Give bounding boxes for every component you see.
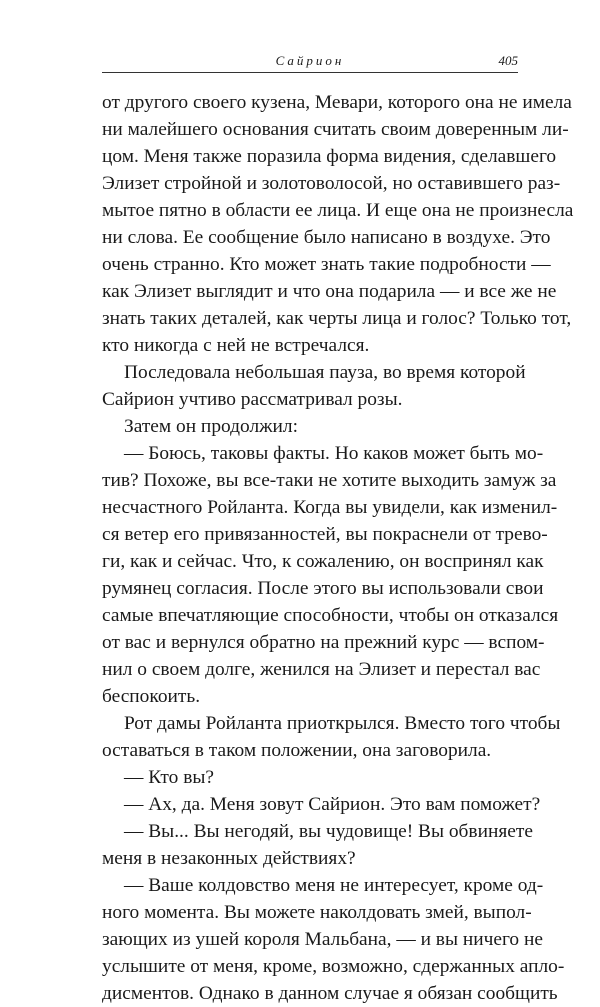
- text-line: самые впечатляющие способности, чтобы он отказался: [102, 605, 559, 626]
- text-line: ного момента. Вы можете наколдовать змей, выпол-: [102, 902, 532, 923]
- running-title: Сайрион: [275, 53, 345, 68]
- text-line: Сайрион учтиво рассматривал розы.: [102, 389, 403, 410]
- text-line: нил о своем долге, женился на Элизет и перестал вас: [102, 659, 541, 680]
- text-line: меня в незаконных действиях?: [102, 848, 356, 869]
- paragraph: [102, 764, 518, 791]
- text-line: цом. Меня также поразила форма видения, сделавшего: [102, 146, 557, 167]
- text-line: Рот дамы Ройланта приоткрылся. Вместо того чтобы: [124, 713, 561, 734]
- text-line: от другого своего кузена, Мевари, которого она не имела: [102, 92, 572, 113]
- text-line: Затем он продолжил:: [124, 416, 298, 437]
- text-line: — Ваше колдовство меня не интересует, кроме од-: [124, 875, 544, 896]
- text-line: зающих из ушей короля Мальбана, — и вы ничего не: [102, 929, 543, 950]
- body-text: [102, 89, 574, 1007]
- text-line: знать таких деталей, как черты лица и голос? Только тот,: [102, 308, 572, 329]
- paragraph: [102, 413, 518, 440]
- text-line: ни малейшего основания считать своим доверенным ли-: [102, 119, 569, 140]
- text-line: очень странно. Кто может знать такие подробности —: [102, 254, 551, 275]
- text-line: ги, как и сейчас. Что, к сожалению, он воспринял как: [102, 551, 544, 572]
- paragraph: [102, 440, 559, 710]
- text-line: кто никогда с ней не встречался.: [102, 335, 370, 356]
- running-head: [102, 50, 518, 73]
- text-line: как Элизет выглядит и что она подарила — и все же не: [102, 281, 557, 302]
- paragraph: [102, 89, 574, 359]
- paragraph: [102, 710, 561, 764]
- text-line: оставаться в таком положении, она заговорила.: [102, 740, 492, 761]
- text-line: Элизет стройной и золотоволосой, но оставившего раз-: [102, 173, 561, 194]
- text-line: Последовала небольшая пауза, во время которой: [124, 362, 526, 383]
- text-line: мытое пятно в области ее лица. И еще она не произнесла: [102, 200, 574, 221]
- text-line: услышите от меня, кроме, возможно, сдержанных апло-: [102, 956, 565, 977]
- text-line: ся ветер его привязанностей, вы покраснели от трево-: [102, 524, 548, 545]
- paragraph: [102, 818, 533, 872]
- text-line: ни слова. Ее сообщение было написано в воздухе. Это: [102, 227, 551, 248]
- text-line: тив? Похоже, вы все-таки не хотите выходить замуж за: [102, 470, 557, 491]
- text-line: — Кто вы?: [124, 767, 214, 788]
- text-line: — Вы... Вы негодяй, вы чудовище! Вы обвиняете: [124, 821, 533, 842]
- text-line: румянец согласия. После этого вы использовали свои: [102, 578, 544, 599]
- text-line: беспокоить.: [102, 686, 201, 707]
- paragraph: [102, 872, 565, 1007]
- paragraph: [102, 359, 526, 413]
- text-line: — Боюсь, таковы факты. Но каков может быть мо-: [124, 443, 544, 464]
- paragraph: [102, 791, 541, 818]
- text-line: от вас и вернулся обратно на прежний курс — вспом-: [102, 632, 545, 653]
- text-line: несчастного Ройланта. Когда вы увидели, как изменил-: [102, 497, 558, 518]
- page-number: 405: [498, 53, 518, 68]
- text-line: — Ах, да. Меня зовут Сайрион. Это вам поможет?: [124, 794, 541, 815]
- text-line: дисментов. Однако в данном случае я обязан сообщить: [102, 983, 558, 1004]
